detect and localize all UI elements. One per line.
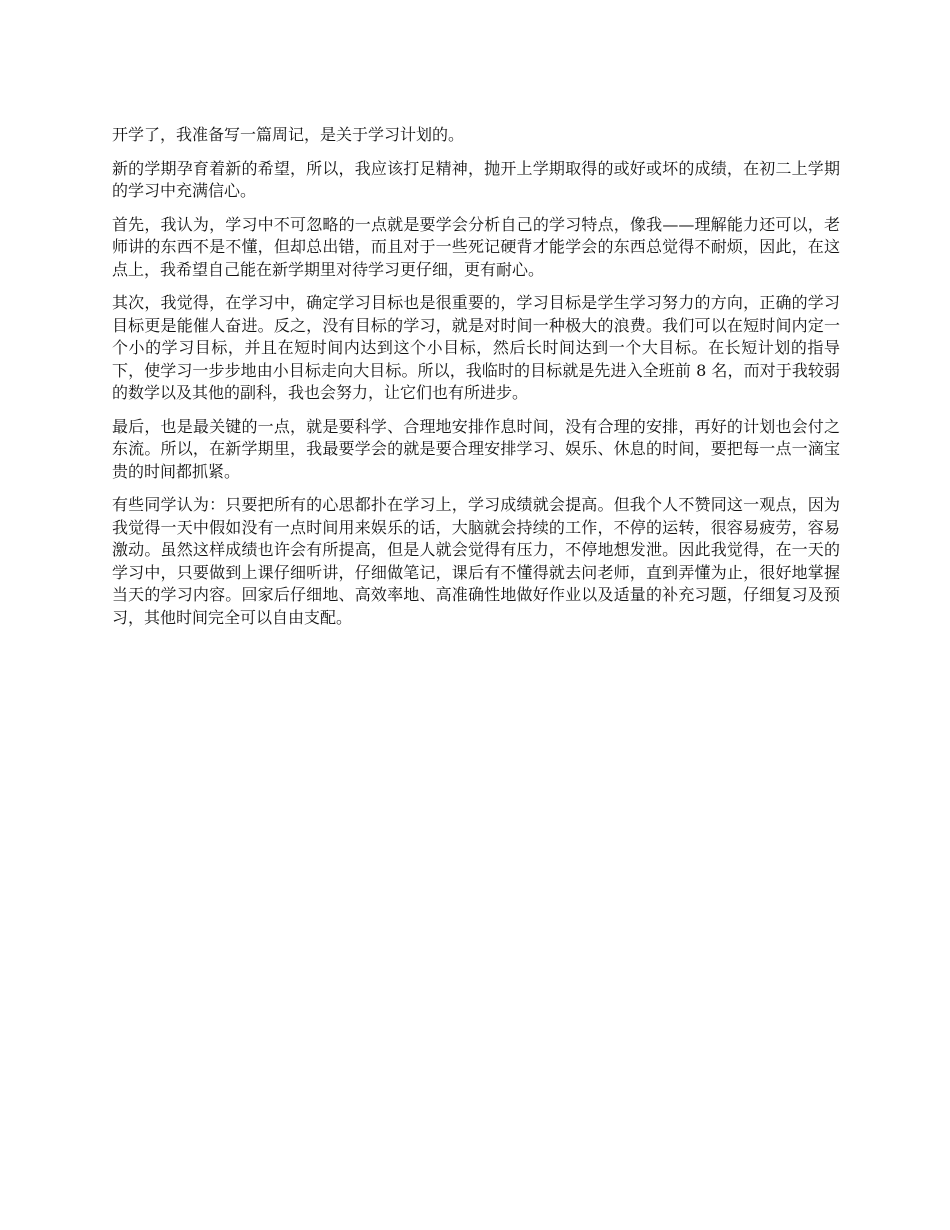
paragraph-classmates: 有些同学认为：只要把所有的心思都扑在学习上，学习成绩就会提高。但我个人不赞同这一观点，因为我觉得一天中假如没有一点时间用来娱乐的话，大脑就会持续的工作，不停的运转，很容易疲劳，容易激动。虽然这样成绩也许会有所提高，但是人就会觉得有压力，不停地想发泄。因此我觉得，在一天的学习中，只要做到上课仔细听讲，仔细做笔记，课后有不懂得就去问老师，直到弄懂为止，很好地掌握当天的学习内容。回家后仔细地、高效率地、高准确性地做好作业以及适量的补充习题，仔细复习及预习，其他时间完全可以自由支配。 [112, 495, 840, 627]
document-body [112, 124, 840, 640]
paragraph-last: 最后，也是最关键的一点，就是要科学、合理地安排作息时间，没有合理的安排，再好的计划也会付之东流。所以，在新学期里，我最要学会的就是要合理安排学习、娱乐、休息的时间，要把每一点一滴宝贵的时间都抓紧。 [112, 416, 840, 481]
paragraph-hope: 新的学期孕育着新的希望，所以，我应该打足精神，抛开上学期取得的或好或坏的成绩，在初二上学期的学习中充满信心。 [112, 158, 840, 200]
paragraph-second: 其次，我觉得，在学习中，确定学习目标也是很重要的，学习目标是学生学习努力的方向，正确的学习目标更是能催人奋进。反之，没有目标的学习，就是对时间一种极大的浪费。我们可以在短时间内定一个小的学习目标，并且在短时间内达到这个小目标，然后长时间达到一个大目标。在长短计划的指导下，使学习一步步地由小目标走向大目标。所以，我临时的目标就是先进入全班前 8 名，而对于我较弱的数学以及其他的副科，我也会努力，让它们也有所进步。 [112, 293, 840, 402]
paragraph-first: 首先，我认为，学习中不可忽略的一点就是要学会分析自己的学习特点，像我——理解能力还可以，老师讲的东西不是不懂，但却总出错，而且对于一些死记硬背才能学会的东西总觉得不耐烦，因此，在这点上，我希望自己能在新学期里对待学习更仔细，更有耐心。 [112, 214, 840, 279]
paragraph-intro: 开学了，我准备写一篇周记，是关于学习计划的。 [112, 125, 465, 144]
